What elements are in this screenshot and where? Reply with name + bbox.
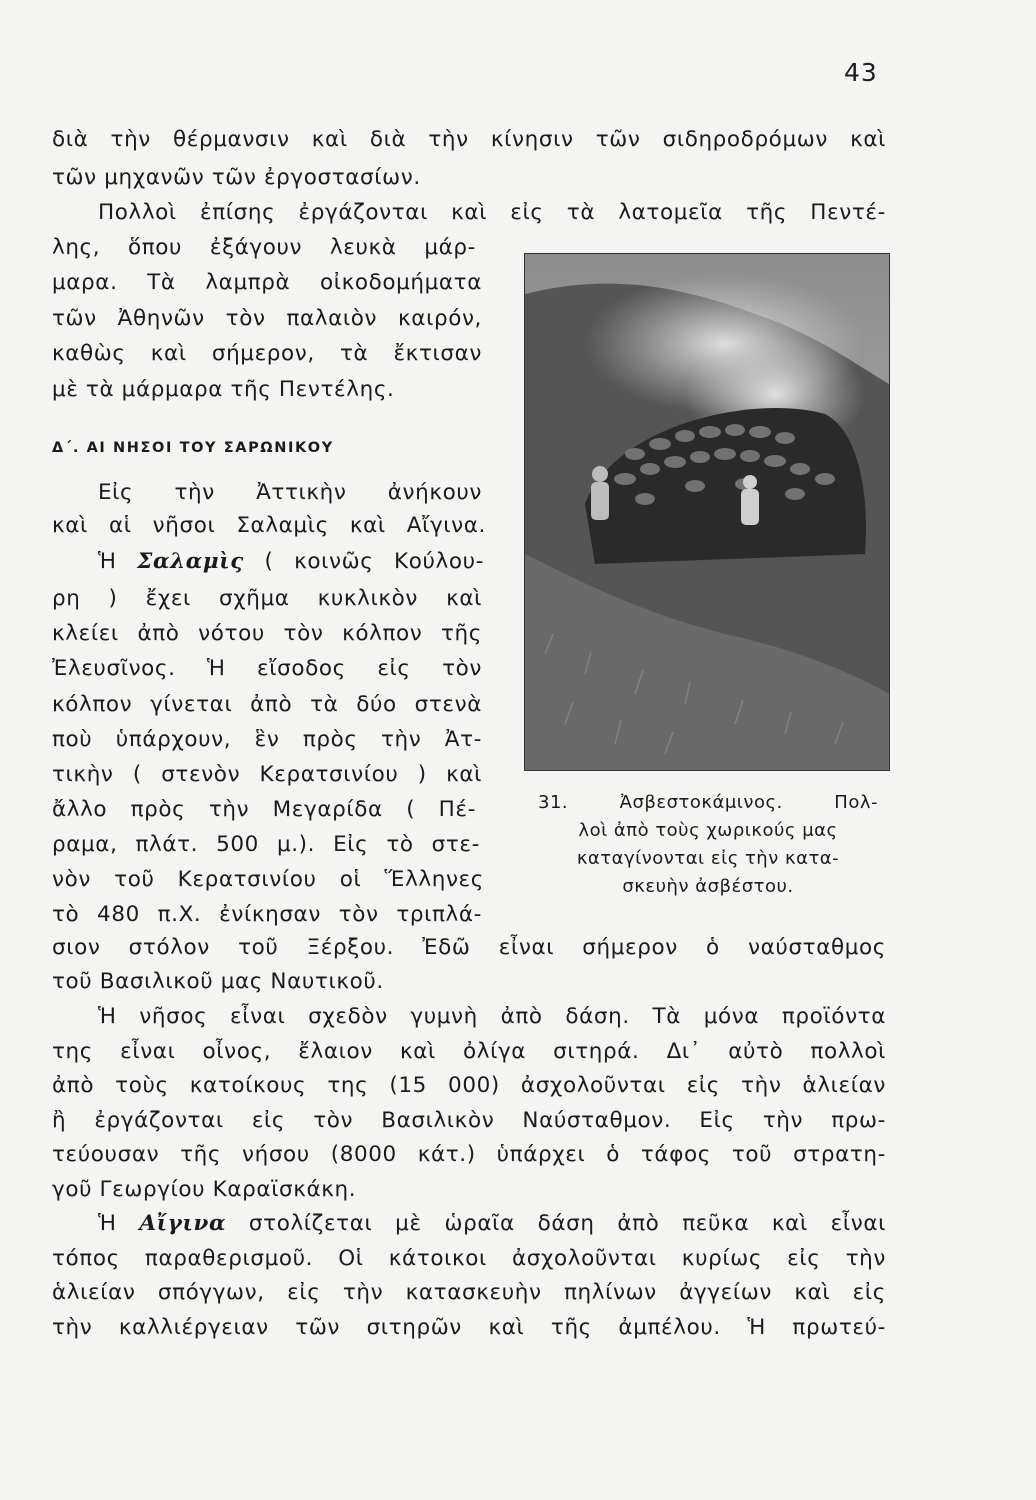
text-line: Ἡ νῆσος εἶναι σχεδὸν γυμνὴ ἀπὸ δάση. Τὰ μόνα προϊόντα bbox=[98, 1004, 886, 1029]
text-line: κλείει ἀπὸ νότου τὸν κόλπον τῆς bbox=[52, 621, 482, 646]
text-line: τὴν καλλιέργειαν τῶν σιτηρῶν καὶ τῆς ἀμπέλου. Ἡ πρωτεύ- bbox=[52, 1315, 886, 1340]
text-line: ποὺ ὑπάρχουν, ἓν πρὸς τὴν Ἀτ- bbox=[52, 727, 482, 752]
text-segment: Ἡ bbox=[98, 549, 138, 574]
text-line: τῶν Ἀθηνῶν τὸν παλαιὸν καιρόν, bbox=[52, 306, 482, 331]
text-line: τεύουσαν τῆς νήσου (8000 κάτ.) ὑπάρχει ὁ τάφος τοῦ στρατη- bbox=[52, 1142, 886, 1167]
text-line: Πολλοὶ ἐπίσης ἐργάζονται καὶ εἰς τὰ λατομεῖα τῆς Πεντέ- bbox=[98, 200, 886, 225]
text-line: ραμα, πλάτ. 500 μ.). Εἰς τὸ στε- bbox=[52, 832, 480, 857]
section-heading: Δ΄. ΑΙ ΝΗΣΟΙ ΤΟΥ ΣΑΡΩΝΙΚΟΥ bbox=[52, 440, 334, 456]
text-line: τὸ 480 π.Χ. ἐνίκησαν τὸν τριπλά- bbox=[52, 902, 482, 927]
island-name-salamis: Σαλαμὶς bbox=[137, 549, 244, 574]
text-line bbox=[98, 549, 484, 574]
text-line: σιον στόλον τοῦ Ξέρξου. Ἐδῶ εἶναι σήμερον ὁ ναύσταθμος bbox=[52, 935, 886, 960]
text-line: ἄλλο πρὸς τὴν Μεγαρίδα ( Πέ- bbox=[52, 797, 476, 822]
text-line: ρη ) ἔχει σχῆμα κυκλικὸν καὶ bbox=[52, 586, 482, 611]
lime-kiln-photo bbox=[524, 253, 890, 771]
text-line: μὲ τὰ μάρμαρα τῆς Πεντέλης. bbox=[52, 377, 395, 402]
text-line: λης, ὅπου ἐξάγουν λευκὰ μάρ- bbox=[52, 235, 476, 260]
text-line: ἁλιείαν σπόγγων, εἰς τὴν κατασκευὴν πηλίνων ἀγγείων καὶ εἰς bbox=[52, 1280, 886, 1305]
worker-figure-right bbox=[741, 475, 759, 525]
text-line: καὶ αἱ νῆσοι Σαλαμὶς καὶ Αἴγινα. bbox=[52, 513, 486, 538]
text-line: καθὼς καὶ σήμερον, τὰ ἔκτισαν bbox=[52, 341, 482, 366]
text-segment: στολίζεται μὲ ὡραῖα δάση ἀπὸ πεῦκα καὶ εἶναι bbox=[226, 1211, 886, 1236]
worker-figure-left bbox=[591, 466, 609, 520]
text-line: ἢ ἐργάζονται εἰς τὸν Βασιλικὸν Ναύσταθμον. Εἰς τὴν πρω- bbox=[52, 1108, 886, 1133]
text-line: Ἐλευσῖνος. Ἡ εἴσοδος εἰς τὸν bbox=[52, 656, 482, 681]
text-line: τῶν μηχανῶν τῶν ἐργοστασίων. bbox=[52, 165, 421, 190]
text-line: ἀπὸ τοὺς κατοίκους της (15 000) ἀσχολοῦνται εἰς τὴν ἁλιείαν bbox=[52, 1073, 886, 1098]
text-line: μαρα. Τὰ λαμπρὰ οἰκοδομήματα bbox=[52, 270, 482, 295]
text-line: γοῦ Γεωργίου Καραϊσκάκη. bbox=[52, 1177, 357, 1202]
island-name-aegina: Αἴγινα bbox=[139, 1211, 227, 1236]
text-line: τόπος παραθερισμοῦ. Οἱ κάτοικοι ἀσχολοῦνται κυρίως εἰς τὴν bbox=[52, 1246, 886, 1271]
text-line: νὸν τοῦ Κερατσινίου οἱ Ἕλληνες bbox=[52, 867, 484, 892]
text-line: τοῦ Βασιλικοῦ μας Ναυτικοῦ. bbox=[52, 969, 384, 994]
text-segment: Ἡ bbox=[98, 1211, 140, 1236]
text-line: διὰ τὴν θέρμανσιν καὶ διὰ τὴν κίνησιν τῶν σιδηροδρόμων καὶ bbox=[52, 127, 886, 152]
figure-caption-line: καταγίνονται εἰς τὴν κατα- bbox=[576, 848, 840, 869]
figure-caption-line: σκευὴν ἀσβέστου. bbox=[622, 876, 794, 897]
figure-caption-line: 31. Ἀσβεστοκάμινος. Πολ- bbox=[538, 792, 878, 813]
page-number: 43 bbox=[844, 58, 878, 87]
figure-caption-line: λοὶ ἀπὸ τοὺς χωρικούς μας bbox=[578, 820, 838, 841]
text-line: της εἶναι οἶνος, ἔλαιον καὶ ὀλίγα σιτηρά. Δι᾽ αὐτὸ πολλοὶ bbox=[52, 1039, 886, 1064]
text-line: Εἰς τὴν Ἀττικὴν ἀνήκουν bbox=[98, 480, 482, 505]
text-segment: ( κοινῶς Κούλου- bbox=[243, 549, 485, 574]
text-line: κόλπον γίνεται ἀπὸ τὰ δύο στενὰ bbox=[52, 692, 482, 717]
text-line: τικὴν ( στενὸν Κερατσινίου ) καὶ bbox=[52, 762, 482, 787]
text-line bbox=[98, 1211, 886, 1236]
